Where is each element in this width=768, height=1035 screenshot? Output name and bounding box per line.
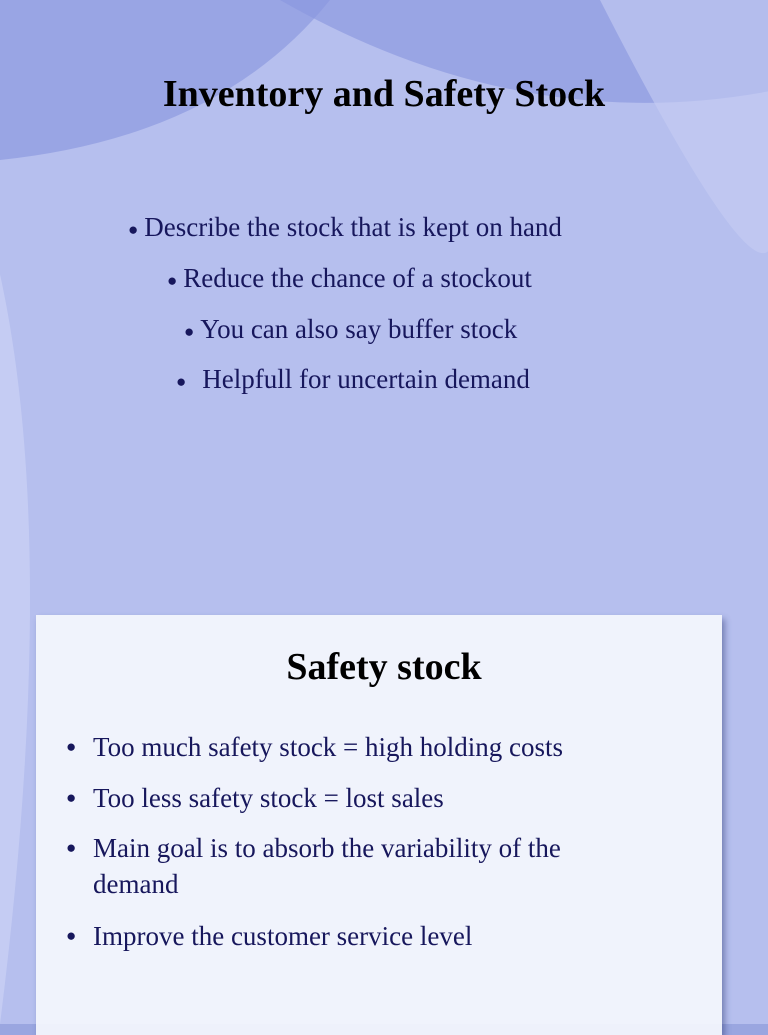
list-item [66, 918, 646, 954]
list-item [184, 313, 517, 348]
bullet-icon: ● [66, 788, 77, 807]
bullet-icon: ● [128, 219, 139, 239]
slide-2-title: Safety stock [286, 646, 482, 688]
bullet-text: Describe the stock that is kept on hand [144, 212, 562, 242]
bullet-text: Too much safety stock = high holding costs [93, 732, 564, 762]
bullet-text: Helpfull for uncertain demand [202, 364, 530, 394]
list-item [176, 363, 530, 398]
list-item [167, 262, 532, 297]
bullet-text: Too less safety stock = lost sales [93, 783, 444, 813]
list-item [66, 780, 646, 816]
list-item [66, 729, 646, 765]
bullet-icon: ● [184, 321, 195, 341]
bullet-icon: ● [167, 270, 178, 290]
bullet-text: Improve the customer service level [93, 921, 473, 951]
bullet-icon: ● [66, 926, 77, 945]
bullet-icon: ● [66, 737, 77, 756]
bullet-text: Reduce the chance of a stockout [183, 263, 532, 293]
bullet-text: Main goal is to absorb the variability of the demand [93, 833, 561, 899]
bullet-text: You can also say buffer stock [200, 314, 518, 344]
bullet-icon: ● [66, 838, 77, 857]
list-item [128, 211, 562, 246]
bullet-icon: ● [176, 371, 187, 391]
slide-1-title: Inventory and Safety Stock [162, 73, 606, 115]
list-item [66, 830, 626, 902]
